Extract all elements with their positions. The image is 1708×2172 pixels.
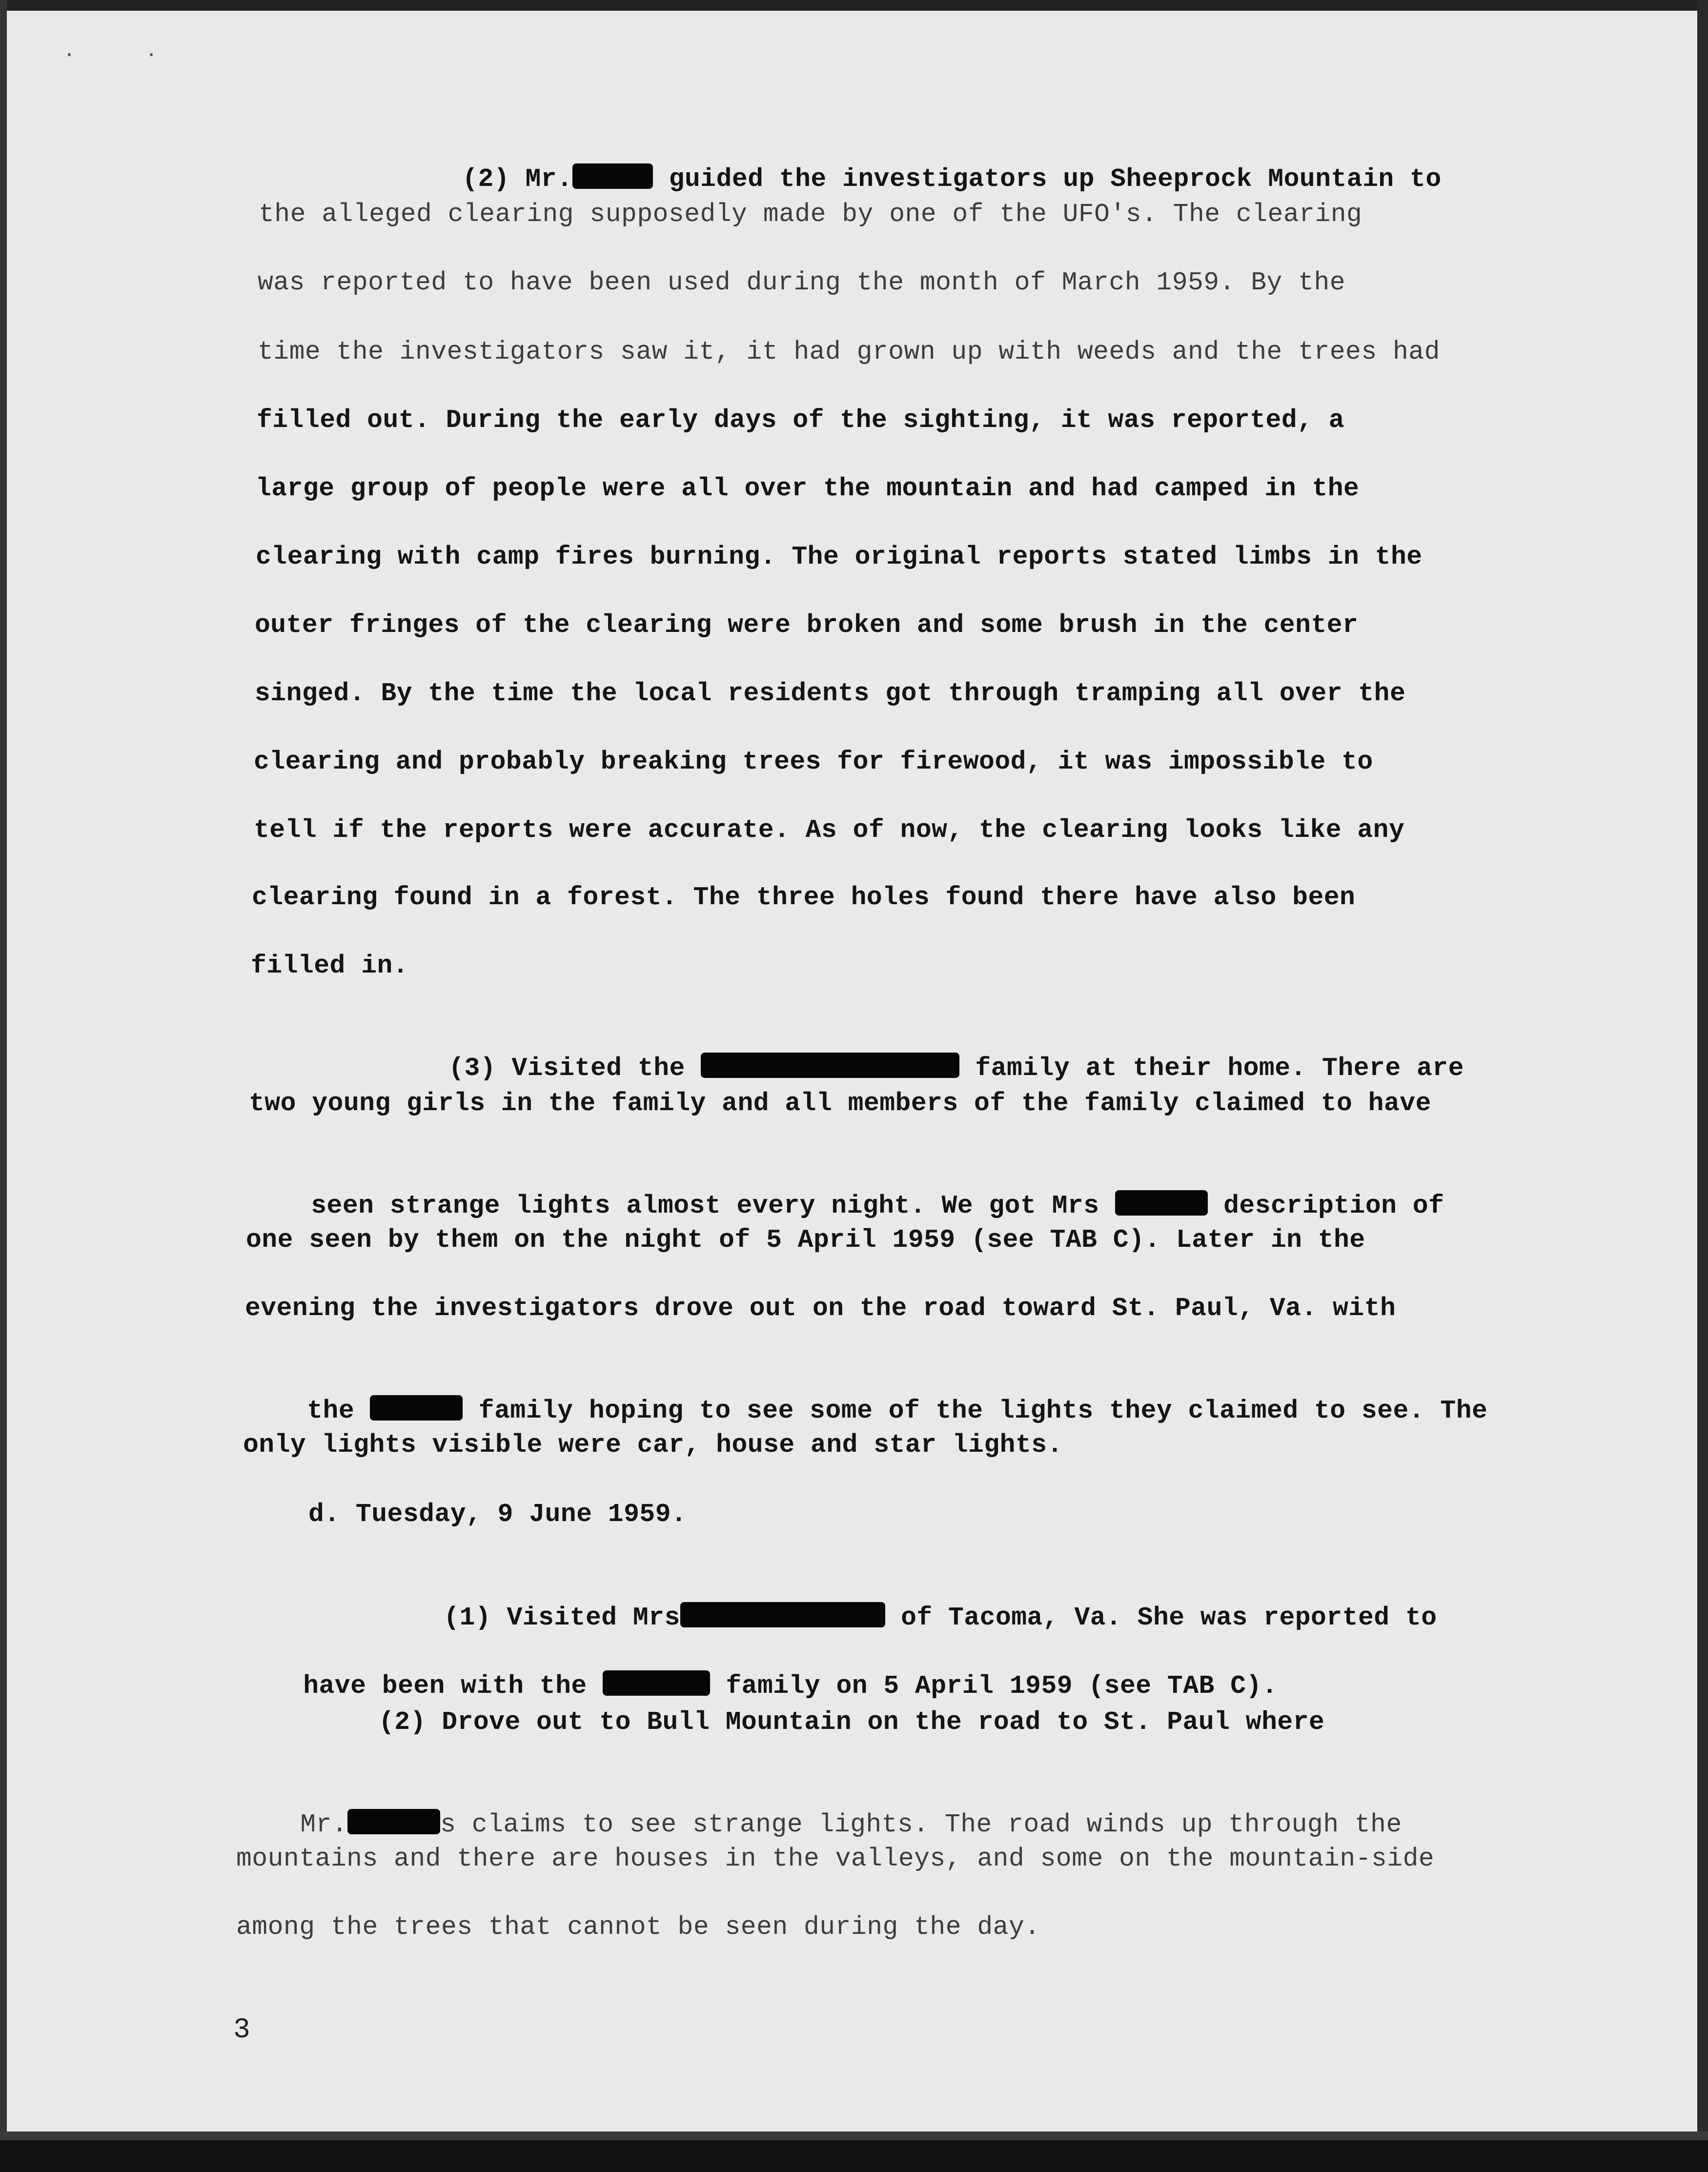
text-segment: guided the investigators up Sheeprock Mountain to [653,164,1442,194]
redaction-mark [680,1602,885,1627]
text-segment: Mr. [300,1810,348,1839]
redaction-mark [1115,1190,1208,1216]
text-segment: (3) Visited the [448,1054,701,1083]
scan-border-left [0,0,7,2172]
redaction-mark [370,1395,463,1421]
text-line: was reported to have been used during the month of March 1959. By the [258,268,1346,297]
redaction-mark [347,1809,440,1834]
text-segment: seen strange lights almost every night. We got Mrs [311,1191,1115,1220]
text-segment: (1) Visited Mrs [444,1603,680,1632]
text-line: time the investigators saw it, it had grown up with weeds and the trees had [258,337,1440,366]
text-line: only lights visible were car, house and star lights. [243,1430,1063,1460]
redaction-mark [701,1053,959,1078]
text-line: filled in. [251,951,409,980]
text-segment: (2) Mr. [462,164,573,194]
text-line: clearing and probably breaking trees for firewood, it was impossible to [254,747,1373,776]
text-line: evening the investigators drove out on the road toward St. Paul, Va. with [245,1294,1396,1323]
text-line: large group of people were all over the mountain and had camped in the [256,474,1360,503]
text-line: among the trees that cannot be seen during the day. [236,1912,1040,1942]
text-segment: s claims to see strange lights. The road winds up through the [440,1810,1402,1839]
scan-border-bottom-strip [0,2131,1708,2140]
scan-border-right [1697,0,1708,2172]
redaction-mark [603,1670,710,1696]
text-line: tell if the reports were accurate. As of now, the clearing looks like any [254,815,1405,845]
text-line: mountains and there are houses in the valleys, and some on the mountain-side [236,1844,1435,1873]
text-line: outer fringes of the clearing were broken and some brush in the center [255,610,1359,640]
text-segment: description of [1207,1191,1444,1220]
text-segment: the [307,1396,370,1425]
text-line: two young girls in the family and all members of the family claimed to have [249,1089,1431,1118]
text-line: clearing found in a forest. The three holes found there have also been [252,883,1356,912]
text-line: clearing with camp fires burning. The original reports stated limbs in the [256,542,1423,571]
scan-border-top [0,0,1708,11]
text-segment: of Tacoma, Va. She was reported to [885,1603,1437,1632]
text-line: one seen by them on the night of 5 April 1959 (see TAB C). Later in the [246,1225,1365,1255]
redaction-mark [572,163,653,189]
text-segment: family on 5 April 1959 (see TAB C). [710,1671,1278,1701]
scan-specks-decoration: · · [63,44,187,66]
text-segment: family at their home. There are [959,1054,1464,1083]
text-line: filled out. During the early days of the sighting, it was reported, a [257,406,1345,435]
text-segment: have been with the [303,1671,603,1701]
text-line: (2) Drove out to Bull Mountain on the road to St. Paul where [379,1707,1325,1737]
text-segment: family hoping to see some of the lights they claimed to see. The [463,1396,1488,1425]
page-number: 3 [233,2014,250,2046]
text-line: singed. By the time the local residents got through tramping all over the [255,679,1406,708]
text-line: the alleged clearing supposedly made by one of the UFO's. The clearing [259,200,1362,229]
section-heading: d. Tuesday, 9 June 1959. [308,1500,687,1529]
